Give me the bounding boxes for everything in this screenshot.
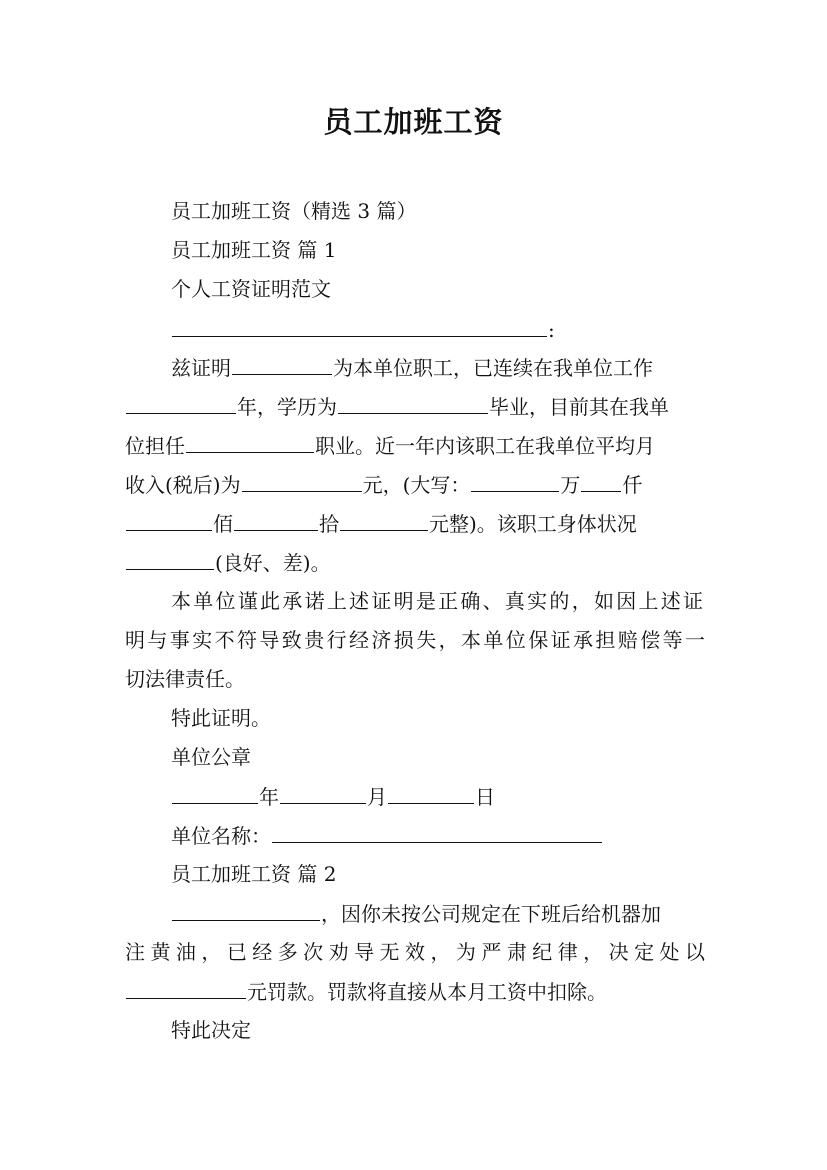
blank-field [186,433,314,453]
company-name-line: 单位名称： [171,823,751,848]
blank-field [471,472,559,492]
blank-field [272,823,602,843]
blank-field [126,550,214,570]
document-title: 员工加班工资 [323,105,504,139]
blank-field [172,901,320,921]
addressee-line: : [171,317,751,342]
paragraph-line: 元罚款。罚款将直接从本月工资中扣除。 [125,979,705,1004]
seal-label: 单位公章 [171,745,251,769]
blank-field [234,511,318,531]
paragraph-line: 注黄油，已经多次劝导无效，为严肃纪律，决定处以 [125,940,705,964]
blank-field [340,511,428,531]
paragraph-line: 切法律责任。 [125,667,245,691]
section-heading-1: 员工加班工资 篇 1 [171,238,337,262]
paragraph-line: ，因你未按公司规定在下班后给机器加 [171,901,703,926]
blank-field [242,472,362,492]
paragraph-line: 年，学历为 毕业，目前其在我单 [125,394,705,419]
paragraph-line: 明与事实不符导致贵行经济损失，本单位保证承担赔偿等一 [125,628,705,652]
blank-field [172,317,547,337]
paragraph-line: 兹证明 为本单位职工，已连续在我单位工作 [171,356,653,380]
paragraph-line: (良好、差)。 [125,550,705,575]
section-heading-2: 员工加班工资 篇 2 [171,862,337,886]
blank-field [126,394,236,414]
date-line: 年 月 日 [171,784,751,809]
paragraph-line: 佰 拾 元整)。该职工身体状况 [125,511,705,536]
blank-field [338,394,488,414]
blank-field [280,784,366,804]
paragraph-line: 收入(税后)为 元，(大写： 万 仟 [125,473,643,497]
blank-field [232,355,332,375]
paragraph-subtitle: 个人工资证明范文 [171,277,331,301]
blank-field [126,979,246,999]
closing-text: 特此决定 [171,1018,251,1042]
blank-field [388,784,474,804]
paragraph-heading: 员工加班工资（精选 3 篇） [171,199,417,223]
blank-field [581,472,621,492]
paragraph-line: 位担任 职业。近一年内该职工在我单位平均月 [125,434,655,458]
blank-field [126,511,212,531]
closing-text: 特此证明。 [171,706,271,730]
blank-field [172,784,258,804]
paragraph-line: 本单位谨此承诺上述证明是正确、真实的，如因上述证 [171,589,703,613]
